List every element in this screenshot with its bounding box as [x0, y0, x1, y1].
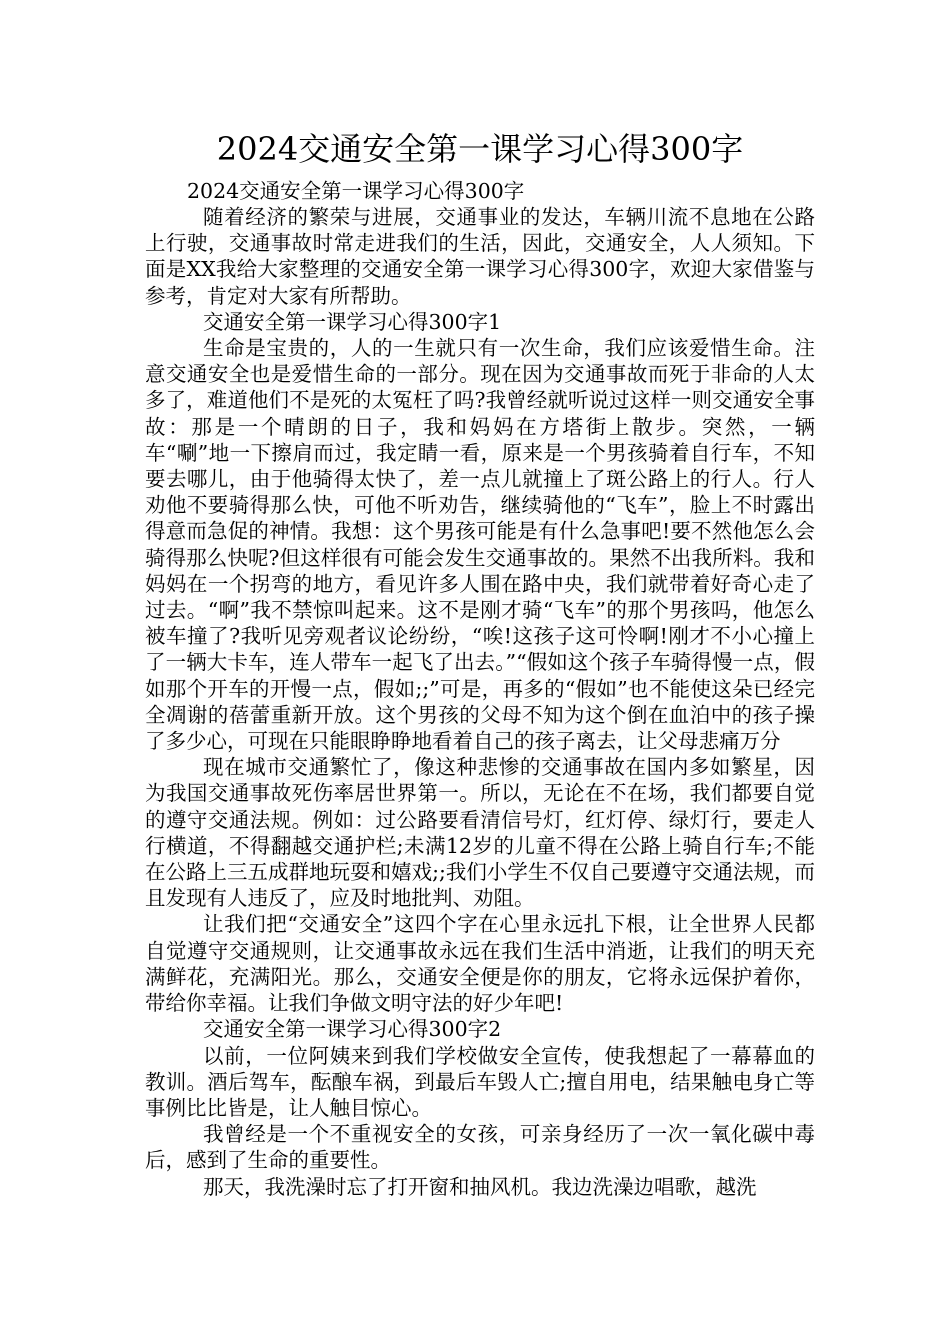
- section-1-heading: 交通安全第一课学习心得300字1: [203, 309, 502, 334]
- document-title: 2024交通安全第一课学习心得300字: [216, 130, 744, 168]
- section-2-paragraph: 那天，我洗澡时忘了打开窗和抽风机。我边洗澡边唱歌，越洗: [203, 1174, 757, 1199]
- section-2-paragraph: 以前，一位阿姨来到我们学校做安全宣传，使我想起了一幕幕血的教训。酒后驾车，酝酿车祸，到最后车毁人亡;擅自用电，结果触电身亡等事例比比皆是，让人触目惊心。: [145, 1043, 815, 1120]
- section-1-paragraph: 生命是宝贵的，人的一生就只有一次生命，我们应该爱惜生命。注意交通安全也是爱惜生命的一部分。现在因为交通事故而死于非命的人太多了，难道他们不是死的太冤枉了吗?我曾经就听说过这样一则交通安全事故：那是一个晴朗的日子，我和妈妈在方塔街上散步。突然，一辆车“唰”地一下擦肩而过，我定睛一看，原来是一个男孩骑着自行车，不知要去哪儿，由于他骑得太快了，差一点儿就撞上了斑公路上的行人。行人劝他不要骑得那么快，可他不听劝告，继续骑他的“飞车”，脸上不时露出得意而急促的神情。我想：这个男孩可能是有什么急事吧!要不然他怎么会骑得那么快呢?但这样很有可能会发生交通事故的。果然不出我所料。我和妈妈在一个拐弯的地方，看见许多人围在路中央，我们就带着好奇心走了过去。“啊”我不禁惊叫起来。这不是刚才骑“飞车”的那个男孩吗，他怎么被车撞了?我听见旁观者议论纷纷，“唉!这孩子这可怜啊!刚才不小心撞上了一辆大卡车，连人带车一起飞了出去。”“假如这个孩子车骑得慢一点，假如那个开车的开慢一点，假如;;”可是，再多的“假如”也不能使这朵已经完全凋谢的蓓蕾重新开放。这个男孩的父母不知为这个倒在血泊中的孩子操了多少心，可现在只能眼睁睁地看着自己的孩子离去，让父母悲痛万分: [145, 336, 815, 754]
- section-1-paragraph: 现在城市交通繁忙了，像这种悲惨的交通事故在国内多如繁星，因为我国交通事故死伤率居世界第一。所以，无论在不在场，我们都要自觉的遵守交通法规。例如：过公路要看清信号灯，红灯停、绿灯行，要走人行横道，不得翻越交通护栏;未满12岁的儿童不得在公路上骑自行车;不能在公路上三五成群地玩耍和嬉戏;;我们小学生不仅自己要遵守交通法规，而且发现有人违反了，应及时地批判、劝阻。: [145, 755, 815, 911]
- document-page: [145, 126, 815, 1200]
- section-1-paragraph: 让我们把“交通安全”这四个字在心里永远扎下根，让全世界人民都自觉遵守交通规则，让交通事故永远在我们生活中消逝，让我们的明天充满鲜花，充满阳光。那么，交通安全便是你的朋友，它将永远保护着你，带给你幸福。让我们争做文明守法的好少年吧!: [145, 912, 815, 1016]
- section-2-heading: 交通安全第一课学习心得300字2: [203, 1017, 502, 1042]
- intro-paragraph: 随着经济的繁荣与进展，交通事业的发达，车辆川流不息地在公路上行驶，交通事故时常走进我们的生活，因此，交通安全，人人须知。下面是XX我给大家整理的交通安全第一课学习心得300字，欢迎大家借鉴与参考，肯定对大家有所帮助。: [145, 205, 815, 308]
- section-2-paragraph: 我曾经是一个不重视安全的女孩，可亲身经历了一次一氧化碳中毒后，感到了生命的重要性。: [145, 1122, 815, 1173]
- document-subtitle: 2024交通安全第一课学习心得300字: [187, 179, 525, 203]
